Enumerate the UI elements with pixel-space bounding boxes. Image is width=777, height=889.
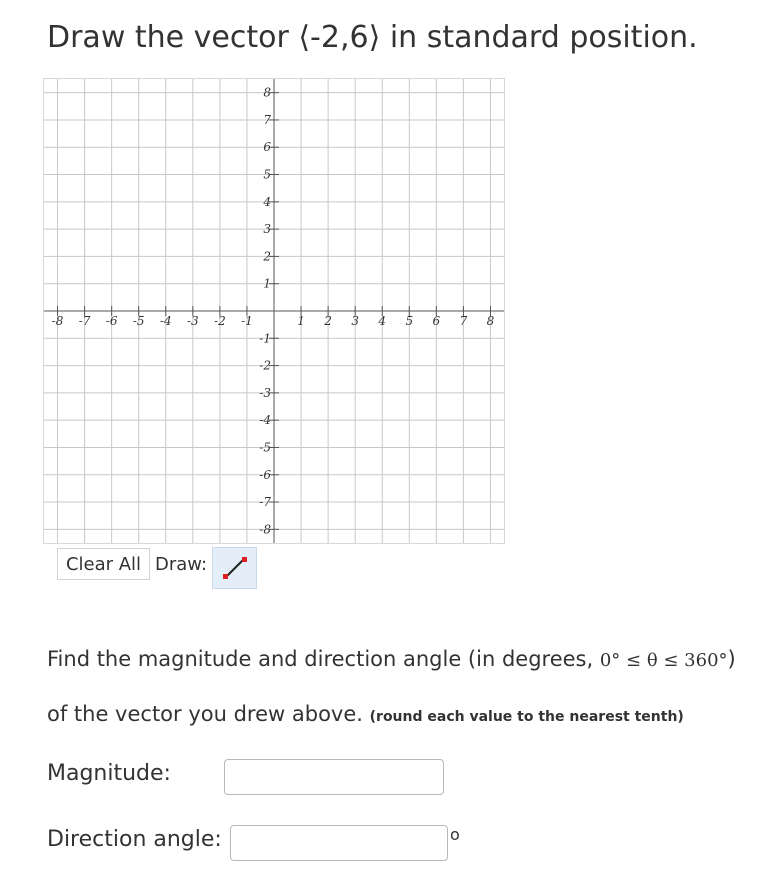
prompt-line-2 bbox=[47, 702, 684, 726]
y-tick-label: -6 bbox=[259, 467, 271, 482]
vector-tool-icon bbox=[213, 548, 256, 588]
clear-all-button[interactable]: Clear All bbox=[57, 548, 150, 580]
x-tick-label: -6 bbox=[105, 314, 118, 328]
x-tick-label: 1 bbox=[297, 314, 305, 328]
x-tick-label: -5 bbox=[132, 314, 145, 328]
x-tick-label: -1 bbox=[241, 314, 253, 328]
y-tick-label: 7 bbox=[263, 112, 271, 127]
y-tick-label: -1 bbox=[259, 331, 271, 346]
x-tick-label: 7 bbox=[459, 314, 468, 328]
x-tick-label: 3 bbox=[351, 314, 359, 328]
x-tick-label: -2 bbox=[214, 314, 226, 328]
x-tick-label: -8 bbox=[51, 314, 64, 328]
y-tick-label: -5 bbox=[259, 440, 271, 455]
degree-symbol: o bbox=[450, 825, 460, 844]
x-tick-label: 4 bbox=[378, 314, 387, 328]
y-tick-label: -3 bbox=[259, 385, 271, 400]
rounding-note: (round each value to the nearest tenth) bbox=[369, 709, 684, 725]
y-tick-label: -4 bbox=[259, 413, 271, 428]
x-tick-label: 6 bbox=[432, 314, 441, 328]
y-tick-label: 2 bbox=[263, 249, 271, 264]
vector-tool-button[interactable] bbox=[212, 547, 257, 589]
x-tick-label: -4 bbox=[159, 314, 172, 328]
draw-label: Draw: bbox=[155, 554, 208, 575]
magnitude-input[interactable] bbox=[224, 759, 444, 795]
magnitude-direction-prompt bbox=[47, 647, 736, 671]
y-tick-label: 3 bbox=[263, 222, 271, 237]
y-tick-label: 8 bbox=[263, 85, 271, 100]
x-tick-label: -3 bbox=[186, 314, 199, 328]
y-tick-label: -8 bbox=[259, 522, 271, 537]
x-tick-label: -7 bbox=[78, 314, 91, 328]
y-tick-label: 6 bbox=[263, 140, 271, 155]
magnitude-label: Magnitude: bbox=[47, 761, 171, 786]
question-title: Draw the vector ⟨-2,6⟩ in standard position. bbox=[47, 20, 698, 55]
y-tick-label: -7 bbox=[259, 495, 271, 510]
x-tick-label: 2 bbox=[324, 314, 332, 328]
graph-svg[interactable] bbox=[44, 79, 504, 543]
prompt-text: Find the magnitude and direction angle (in degrees, bbox=[47, 647, 600, 671]
y-tick-label: -2 bbox=[259, 358, 271, 373]
prompt-close: ) bbox=[727, 647, 736, 671]
direction-angle-label: Direction angle: bbox=[47, 827, 222, 852]
x-tick-label: 8 bbox=[486, 314, 495, 328]
y-tick-label: 5 bbox=[263, 167, 271, 182]
prompt-line-2-text: of the vector you drew above. bbox=[47, 702, 363, 726]
direction-angle-input[interactable] bbox=[230, 825, 448, 861]
x-tick-label: 5 bbox=[405, 314, 414, 328]
y-tick-label: 1 bbox=[263, 276, 271, 291]
y-tick-label: 4 bbox=[263, 194, 271, 209]
angle-constraint: 0° ≤ θ ≤ 360° bbox=[599, 650, 728, 671]
graph-canvas[interactable] bbox=[43, 78, 505, 544]
